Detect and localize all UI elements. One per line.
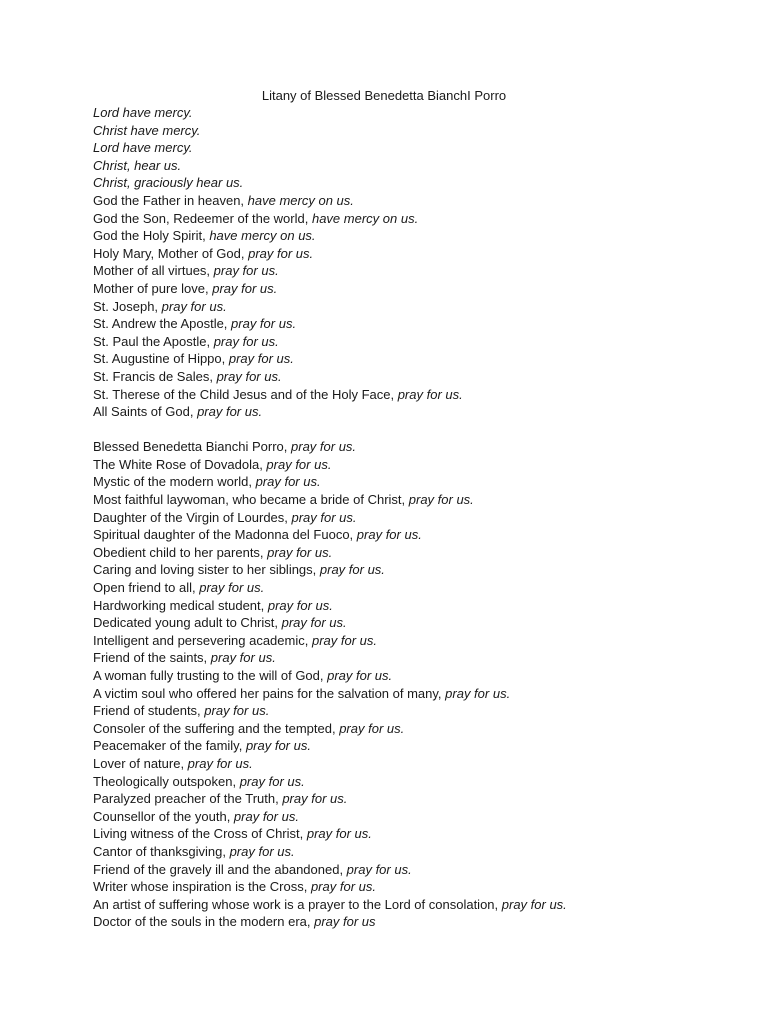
response-text: pray for us. xyxy=(248,245,314,261)
litany-line xyxy=(93,386,753,404)
litany-line xyxy=(93,368,753,386)
litany-line xyxy=(93,122,753,140)
response-text: Christ, hear us. xyxy=(93,157,182,173)
response-text: pray for us. xyxy=(408,492,474,508)
invocation-text: God the Holy Spirit, xyxy=(93,228,210,244)
response-text: pray for us. xyxy=(255,474,321,490)
response-text: pray for us. xyxy=(266,456,332,472)
invocation-text: Friend of students, xyxy=(93,703,205,719)
invocation-text: Consoler of the suffering and the tempted, xyxy=(93,720,340,736)
litany-line xyxy=(93,104,753,122)
litany-line xyxy=(93,491,753,509)
litany-line xyxy=(93,139,753,157)
invocation-text: Caring and loving sister to her siblings, xyxy=(93,562,320,578)
response-text: have mercy on us. xyxy=(247,192,354,208)
litany-lines xyxy=(93,104,753,931)
response-text: pray for us. xyxy=(267,544,333,560)
response-text: Lord have mercy. xyxy=(93,140,193,156)
response-text: pray for us. xyxy=(445,685,511,701)
litany-line xyxy=(93,649,753,667)
response-text: pray for us. xyxy=(397,386,463,402)
invocation-text: Mother of pure love, xyxy=(93,280,213,296)
litany-line xyxy=(93,333,753,351)
response-text: pray for us. xyxy=(161,298,227,314)
response-text: Lord have mercy. xyxy=(93,105,193,120)
response-text: pray for us. xyxy=(310,879,376,895)
response-text: pray for us. xyxy=(291,509,357,525)
invocation-text: A victim soul who offered her pains for the salvation of many, xyxy=(93,685,446,701)
invocation-text: The White Rose of Dovadola, xyxy=(93,456,267,472)
invocation-text: Daughter of the Virgin of Lourdes, xyxy=(93,509,292,525)
response-text: pray for us. xyxy=(327,668,393,683)
invocation-text: St. Andrew the Apostle, xyxy=(93,316,232,332)
response-text: pray for us. xyxy=(199,580,265,596)
response-text: pray for us. xyxy=(356,527,422,543)
litany-line xyxy=(93,790,753,808)
invocation-text: Friend of the gravely ill and the abandoned, xyxy=(93,861,347,877)
response-text: pray for us. xyxy=(306,826,372,842)
litany-line xyxy=(93,561,753,579)
litany-line xyxy=(93,597,753,615)
response-text: pray for us. xyxy=(204,703,270,719)
response-text: pray for us. xyxy=(281,615,347,631)
litany-line xyxy=(93,227,753,245)
litany-line xyxy=(93,526,753,544)
response-text: Christ, graciously hear us. xyxy=(93,175,244,191)
response-text: have mercy on us. xyxy=(311,210,419,226)
litany-line xyxy=(93,192,753,210)
litany-line xyxy=(93,403,753,421)
litany-line xyxy=(93,755,753,773)
response-text: pray for us. xyxy=(187,755,253,771)
litany-line xyxy=(93,262,753,280)
invocation-text: Holy Mary, Mother of God, xyxy=(93,245,249,261)
litany-line xyxy=(93,685,753,703)
litany-line xyxy=(93,157,753,175)
invocation-text: God the Son, Redeemer of the world, xyxy=(93,210,312,226)
litany-line xyxy=(93,456,753,474)
invocation-text: Theologically outspoken, xyxy=(93,773,240,789)
litany-line xyxy=(93,579,753,597)
invocation-text: St. Therese of the Child Jesus and of the Holy Face, xyxy=(93,386,398,402)
invocation-text: Mystic of the modern world, xyxy=(93,474,256,490)
litany-line xyxy=(93,350,753,368)
invocation-text: Lover of nature, xyxy=(93,755,188,771)
litany-line xyxy=(93,438,753,456)
invocation-text: Writer whose inspiration is the Cross, xyxy=(93,879,311,895)
response-text: pray for us. xyxy=(239,773,305,789)
invocation-text: A woman fully trusting to the will of God, xyxy=(93,668,328,683)
invocation-text: Dedicated young adult to Christ, xyxy=(93,615,282,631)
response-text: pray for us. xyxy=(210,650,276,666)
response-text: pray for us. xyxy=(282,791,348,807)
litany-line xyxy=(93,825,753,843)
invocation-text: St. Francis de Sales, xyxy=(93,368,217,384)
litany-line xyxy=(93,632,753,650)
invocation-text: St. Joseph, xyxy=(93,298,162,314)
litany-line xyxy=(93,773,753,791)
litany-line xyxy=(93,913,753,931)
litany-line xyxy=(93,808,753,826)
response-text: have mercy on us. xyxy=(209,228,316,244)
litany-line xyxy=(93,315,753,333)
litany-line xyxy=(93,473,753,491)
response-text: pray for us. xyxy=(216,368,282,384)
litany-line xyxy=(93,878,753,896)
invocation-text: Living witness of the Cross of Christ, xyxy=(93,826,307,842)
response-text: pray for us. xyxy=(339,720,405,736)
invocation-text: Doctor of the souls in the modern era, xyxy=(93,914,315,930)
litany-line xyxy=(93,896,753,914)
invocation-text: Hardworking medical student, xyxy=(93,597,268,613)
response-text: pray for us. xyxy=(291,439,357,455)
invocation-text: All Saints of God, xyxy=(93,404,198,420)
response-text: pray for us. xyxy=(197,404,263,420)
litany-line xyxy=(93,280,753,298)
response-text: pray for us. xyxy=(346,861,412,877)
litany-line xyxy=(93,667,753,685)
invocation-text: Intelligent and persevering academic, xyxy=(93,632,312,648)
response-text: pray for us. xyxy=(229,843,295,859)
response-text: pray for us. xyxy=(233,808,299,824)
response-text: pray for us xyxy=(314,914,376,930)
invocation-text: An artist of suffering whose work is a prayer to the Lord of consolation, xyxy=(93,896,502,912)
response-text: Christ have mercy. xyxy=(93,122,201,138)
invocation-text: St. Augustine of Hippo, xyxy=(93,351,229,367)
invocation-text: Spiritual daughter of the Madonna del Fuoco, xyxy=(93,527,357,543)
blank-line xyxy=(93,421,753,439)
invocation-text: Cantor of thanksgiving, xyxy=(93,843,230,859)
litany-line xyxy=(93,174,753,192)
invocation-text: Mother of all virtues, xyxy=(93,263,214,279)
invocation-text: St. Paul the Apostle, xyxy=(93,333,214,349)
litany-line xyxy=(93,720,753,738)
invocation-text: Paralyzed preacher of the Truth, xyxy=(93,791,283,807)
invocation-text: Friend of the saints, xyxy=(93,650,211,666)
response-text: pray for us. xyxy=(319,562,385,578)
response-text: pray for us. xyxy=(213,333,279,349)
litany-line xyxy=(93,210,753,228)
response-text: pray for us. xyxy=(501,896,567,912)
invocation-text: Obedient child to her parents, xyxy=(93,544,268,560)
document-title: Litany of Blessed Benedetta BianchI Porro xyxy=(261,88,507,103)
litany-line xyxy=(93,737,753,755)
invocation-text: Counsellor of the youth, xyxy=(93,808,234,824)
litany-line xyxy=(93,544,753,562)
response-text: pray for us. xyxy=(212,280,278,296)
litany-line xyxy=(93,245,753,263)
invocation-text: God the Father in heaven, xyxy=(93,192,248,208)
litany-line xyxy=(93,702,753,720)
response-text: pray for us. xyxy=(228,351,294,367)
litany-line xyxy=(93,509,753,527)
litany-line xyxy=(93,843,753,861)
response-text: pray for us. xyxy=(311,632,377,648)
litany-line xyxy=(93,861,753,879)
invocation-text: Open friend to all, xyxy=(93,580,200,596)
invocation-text: Peacemaker of the family, xyxy=(93,738,246,754)
response-text: pray for us. xyxy=(245,738,311,754)
response-text: pray for us. xyxy=(213,263,279,279)
invocation-text: Blessed Benedetta Bianchi Porro, xyxy=(93,439,292,455)
litany-line xyxy=(93,298,753,316)
invocation-text: Most faithful laywoman, who became a bride of Christ, xyxy=(93,492,409,508)
response-text: pray for us. xyxy=(231,316,297,332)
litany-line xyxy=(93,614,753,632)
response-text: pray for us. xyxy=(267,597,333,613)
